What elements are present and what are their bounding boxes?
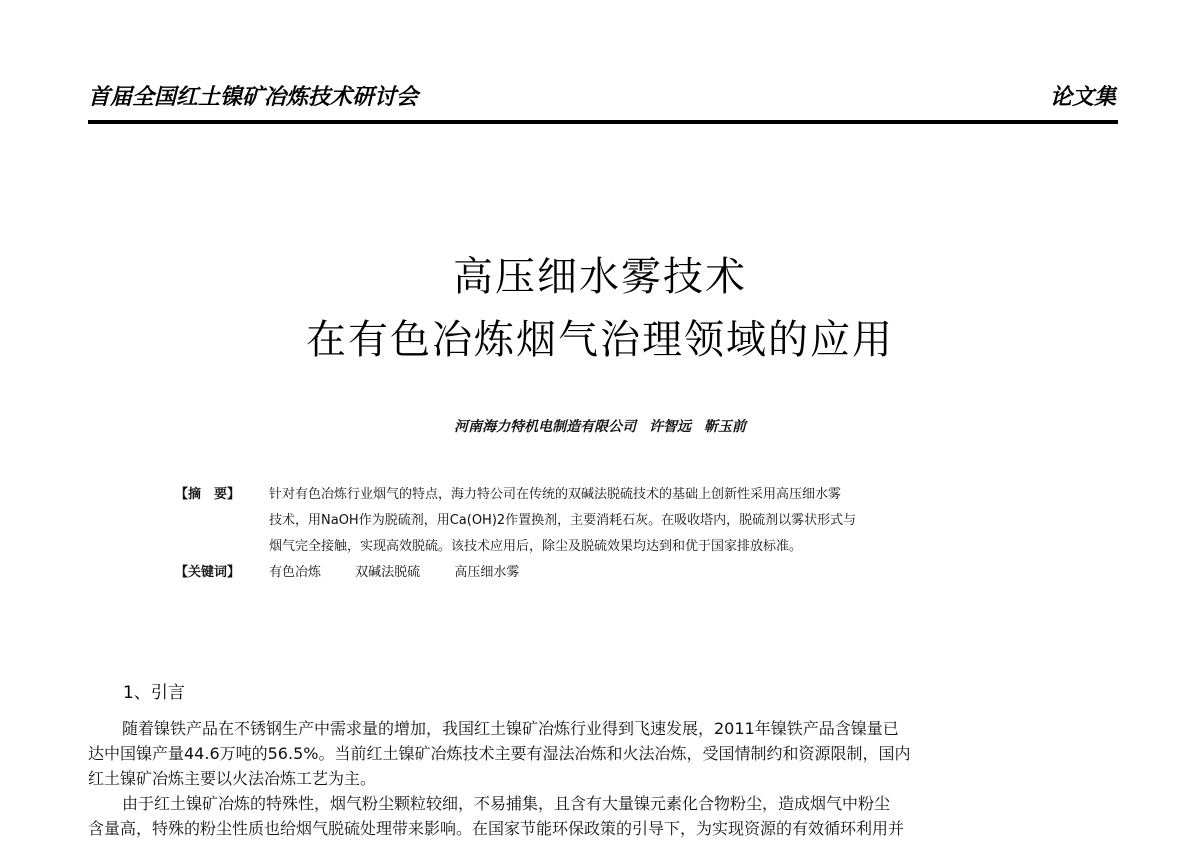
keywords-list xyxy=(269,560,1035,586)
paragraph-line: 含量高，特殊的粉尘性质也给烟气脱硫处理带来影响。在国家节能环保政策的引导下，为实现资源的有效循环利用并 xyxy=(88,819,905,838)
abstract-label: 【摘 要】 xyxy=(175,487,241,502)
collection-label: 论文集 xyxy=(1049,85,1116,110)
paper-title-line-1: 高压细水雾技术 xyxy=(453,254,747,300)
keyword: 双碱法脱硫 xyxy=(355,565,421,580)
abstract-line: 烟气完全接触，实现高效脱硫。该技术应用后，除尘及脱硫效果均达到和优于国家排放标准。 xyxy=(269,539,803,554)
paragraph-line: 由于红土镍矿冶炼的特殊性，烟气粉尘颗粒较细，不易捕集，且含有大量镍元素化合物粉尘，造成烟气中粉尘 xyxy=(122,794,891,813)
header-divider xyxy=(88,120,1118,124)
abstract-line: 技术，用NaOH作为脱硫剂，用Ca(OH)2作置换剂，主要消耗石灰。在吸收塔内，脱硫剂以雾状形式与 xyxy=(269,513,857,528)
keyword: 有色冶炼 xyxy=(269,565,322,580)
abstract-row xyxy=(175,482,1035,560)
paragraph-line: 随着镍铁产品在不锈钢生产中需求量的增加，我国红土镍矿冶炼行业得到飞速发展，2011年镍铁产品含镍量已 xyxy=(122,719,899,738)
abstract-text xyxy=(269,482,1035,560)
paragraph-line: 达中国镍产量44.6万吨的56.5%。当前红土镍矿冶炼技术主要有湿法冶炼和火法冶炼，受国情制约和资源限制，国内 xyxy=(88,744,911,763)
keyword: 高压细水雾 xyxy=(454,565,520,580)
keywords-label: 【关键词】 xyxy=(175,565,241,580)
paper-title-line-2: 在有色冶炼烟气治理领域的应用 xyxy=(306,317,894,363)
author-name: 许智远 xyxy=(649,419,691,435)
paragraph xyxy=(88,716,1118,791)
section-body xyxy=(88,716,1118,841)
abstract-block xyxy=(175,482,1035,586)
section-heading: 1、引言 xyxy=(123,683,185,703)
author-line xyxy=(0,416,1200,436)
abstract-line: 针对有色冶炼行业烟气的特点，海力特公司在传统的双碱法脱硫技术的基础上创新性采用高压细水雾 xyxy=(269,487,842,502)
paragraph-line: 红土镍矿冶炼主要以火法冶炼工艺为主。 xyxy=(88,769,377,788)
conference-name: 首届全国红土镍矿冶炼技术研讨会 xyxy=(88,85,419,110)
author-name: 靳玉前 xyxy=(703,419,746,435)
affiliation: 河南海力特机电制造有限公司 xyxy=(454,419,637,435)
keywords-row xyxy=(175,560,1035,586)
paragraph xyxy=(88,791,1118,841)
